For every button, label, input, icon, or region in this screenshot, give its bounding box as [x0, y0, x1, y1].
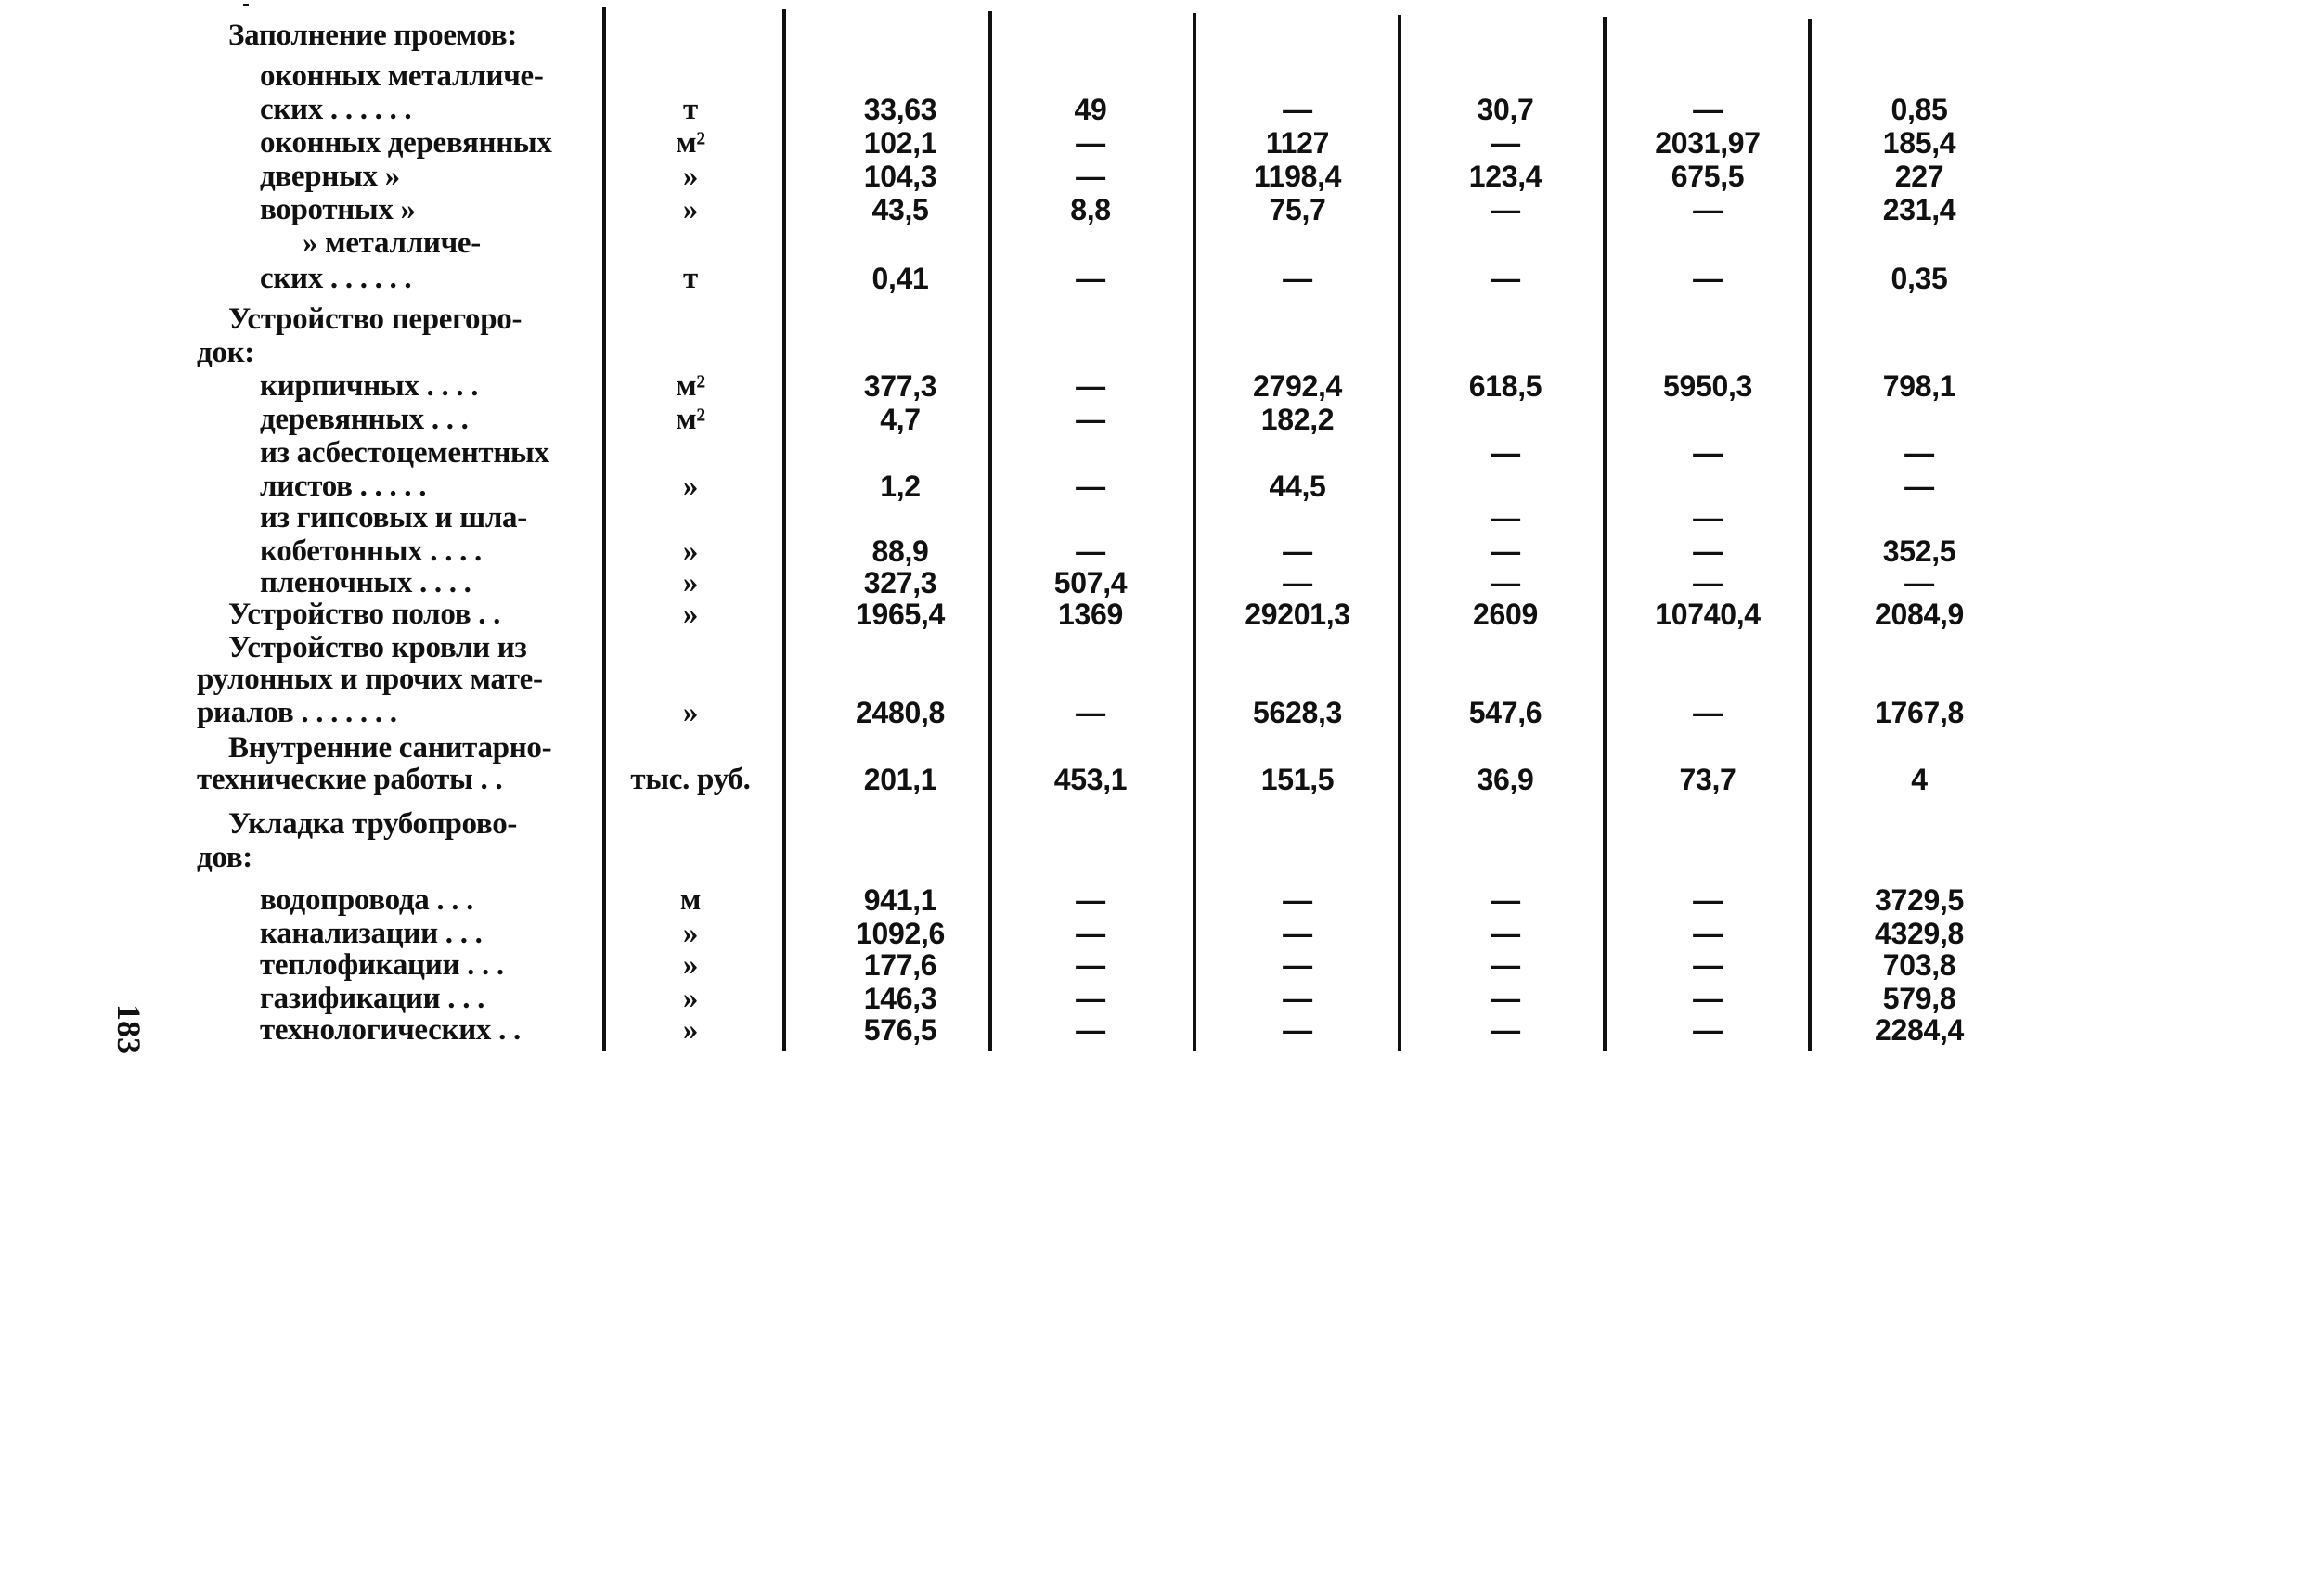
cell-value: — — [1693, 501, 1723, 534]
row-label: из асбестоцементных — [260, 436, 549, 470]
cell-value: — — [1283, 1013, 1312, 1047]
cell-value: 36,9 — [1477, 763, 1534, 796]
cell-value: 507,4 — [1053, 566, 1128, 599]
row-label: из гипсовых и шла- — [260, 501, 527, 534]
cell-value: 798,1 — [1882, 369, 1956, 403]
cell-value: 2031,97 — [1655, 126, 1761, 160]
row-label: дов: — [197, 841, 252, 874]
row-unit: » — [682, 566, 699, 599]
row-label: листов . . . . . — [260, 470, 427, 503]
cell-value: 2609 — [1473, 598, 1538, 631]
row-unit: м² — [676, 369, 705, 403]
row-unit: » — [682, 1013, 699, 1047]
cell-value: 151,5 — [1260, 763, 1335, 796]
row-label: ских . . . . . . — [260, 93, 412, 126]
cell-value: 201,1 — [863, 763, 937, 796]
cell-value: 1198,4 — [1253, 160, 1342, 193]
cell-value: 30,7 — [1477, 93, 1534, 126]
cell-value: — — [1283, 883, 1312, 917]
cell-value: 453,1 — [1053, 763, 1128, 796]
cell-value: — — [1076, 948, 1105, 982]
cell-value: — — [1076, 982, 1105, 1015]
cell-value: — — [1491, 566, 1520, 599]
cell-value: 104,3 — [863, 160, 937, 193]
cell-value: 4329,8 — [1874, 917, 1965, 950]
row-label: пленочных . . . . — [260, 566, 471, 599]
cell-value: 1767,8 — [1874, 696, 1965, 729]
column-rule — [1193, 13, 1196, 1051]
cell-value: — — [1693, 696, 1723, 729]
row-label: оконных деревянных — [260, 126, 552, 160]
cell-value: — — [1076, 262, 1105, 295]
row-label: водопровода . . . — [260, 883, 474, 917]
row-label: канализации . . . — [260, 917, 483, 950]
cell-value: 1369 — [1058, 598, 1123, 631]
cell-value: 3729,5 — [1874, 883, 1965, 917]
row-unit: » — [682, 948, 699, 982]
row-label: Внутренние санитарно- — [228, 731, 552, 765]
cell-value: 102,1 — [863, 126, 937, 160]
cell-value: — — [1283, 262, 1312, 295]
cell-value: 88,9 — [871, 534, 929, 568]
cell-value: — — [1491, 948, 1520, 982]
cell-value: 0,85 — [1891, 93, 1948, 126]
cell-value: 73,7 — [1679, 763, 1736, 796]
cell-value: 227 — [1894, 160, 1944, 193]
row-unit: тыс. руб. — [630, 763, 751, 796]
cell-value: 49 — [1074, 93, 1107, 126]
column-rule — [602, 7, 606, 1051]
column-rule — [1398, 15, 1401, 1051]
cell-value: — — [1076, 126, 1105, 160]
cell-value: — — [1693, 948, 1723, 982]
cell-value: 1965,4 — [855, 598, 946, 631]
cell-value: 4 — [1911, 763, 1928, 796]
cell-value: 2084,9 — [1874, 598, 1965, 631]
cell-value: — — [1076, 470, 1105, 503]
cell-value: 182,2 — [1260, 403, 1335, 436]
row-label: » металличе- — [303, 226, 481, 260]
row-unit: » — [682, 982, 699, 1015]
cell-value: 547,6 — [1468, 696, 1542, 729]
cell-value: — — [1283, 917, 1312, 950]
row-label: кирпичных . . . . — [260, 369, 479, 403]
cell-value: 185,4 — [1882, 126, 1956, 160]
cell-value: 576,5 — [863, 1013, 937, 1047]
row-unit: » — [682, 598, 699, 631]
cell-value: — — [1283, 948, 1312, 982]
row-label: док: — [197, 336, 254, 369]
cell-value: — — [1491, 534, 1520, 568]
cell-value: 618,5 — [1468, 369, 1542, 403]
cell-value: — — [1491, 126, 1520, 160]
cell-value: 4,7 — [880, 403, 921, 436]
row-label: риалов . . . . . . . — [197, 696, 397, 729]
row-unit: » — [682, 160, 699, 193]
cell-value: — — [1076, 369, 1105, 403]
row-label: Устройство перегоро- — [228, 302, 523, 336]
row-label: Укладка трубопрово- — [228, 807, 518, 841]
cell-value: 43,5 — [871, 193, 929, 226]
row-label: Заполнение проемов: — [228, 19, 518, 52]
cell-value: — — [1491, 917, 1520, 950]
row-label: деревянных . . . — [260, 403, 469, 436]
cell-value: — — [1904, 566, 1934, 599]
cell-value: 0,35 — [1891, 262, 1948, 295]
cell-value: 231,4 — [1882, 193, 1956, 226]
row-unit: м² — [676, 403, 705, 436]
cell-value: 352,5 — [1882, 534, 1956, 568]
cell-value: — — [1076, 403, 1105, 436]
row-unit: т — [683, 262, 698, 295]
row-label: рулонных и прочих мате- — [197, 663, 543, 696]
cell-value: — — [1491, 501, 1520, 534]
row-unit: » — [682, 470, 699, 503]
cell-value: — — [1491, 982, 1520, 1015]
cell-value: — — [1693, 93, 1723, 126]
column-rule — [1808, 19, 1812, 1051]
cell-value: 10740,4 — [1655, 598, 1761, 631]
row-label: Устройство полов . . — [228, 598, 501, 631]
row-unit: м — [679, 883, 702, 917]
cell-value: 123,4 — [1468, 160, 1542, 193]
cell-value: 377,3 — [863, 369, 937, 403]
row-unit: » — [682, 917, 699, 950]
row-label: кобетонных . . . . — [260, 534, 482, 568]
cell-value: 29201,3 — [1245, 598, 1350, 631]
cell-value: — — [1491, 883, 1520, 917]
cell-value: — — [1491, 262, 1520, 295]
cell-value: — — [1076, 1013, 1105, 1047]
cell-value: 33,63 — [863, 93, 937, 126]
cell-value: — — [1076, 883, 1105, 917]
cell-value: 2480,8 — [855, 696, 946, 729]
cell-value: 8,8 — [1070, 193, 1111, 226]
cell-value: — — [1693, 982, 1723, 1015]
cell-value: — — [1283, 982, 1312, 1015]
cell-value: 1,2 — [880, 470, 921, 503]
row-unit: м² — [676, 126, 705, 160]
cell-value: — — [1904, 470, 1934, 503]
cell-value: 177,6 — [863, 948, 937, 982]
cell-value: — — [1491, 1013, 1520, 1047]
cell-value: 579,8 — [1882, 982, 1956, 1015]
row-unit: » — [682, 696, 699, 729]
cell-value: — — [1693, 1013, 1723, 1047]
cell-value: 5950,3 — [1662, 369, 1753, 403]
row-label: технологических . . — [260, 1013, 521, 1047]
row-unit: » — [682, 534, 699, 568]
cell-value: — — [1076, 534, 1105, 568]
cell-value: — — [1283, 93, 1312, 126]
cell-value: — — [1693, 917, 1723, 950]
column-rule — [1603, 17, 1607, 1051]
cell-value: — — [1693, 193, 1723, 226]
cell-value: 44,5 — [1269, 470, 1326, 503]
row-label: технические работы . . — [197, 763, 503, 796]
cell-value: — — [1693, 566, 1723, 599]
cell-value: 1127 — [1265, 126, 1330, 160]
cell-value: — — [1283, 566, 1312, 599]
cell-value: — — [1283, 534, 1312, 568]
cell-value: 327,3 — [863, 566, 937, 599]
row-label: дверных » — [260, 160, 400, 193]
cell-value: — — [1904, 436, 1934, 470]
cell-value: — — [1491, 436, 1520, 470]
cell-value: 146,3 — [863, 982, 937, 1015]
cell-value: — — [1693, 262, 1723, 295]
cell-value: — — [1076, 160, 1105, 193]
cell-value: 0,41 — [871, 262, 929, 295]
row-label: газификации . . . — [260, 982, 485, 1015]
cell-value: — — [1076, 917, 1105, 950]
row-label: оконных металличе- — [260, 59, 544, 93]
column-rule — [988, 11, 992, 1051]
row-label: воротных » — [260, 193, 416, 226]
row-label: теплофикации . . . — [260, 948, 504, 982]
row-label: ских . . . . . . — [260, 262, 412, 295]
row-label: Устройство кровли из — [228, 631, 527, 664]
cell-value: 2792,4 — [1252, 369, 1343, 403]
cell-value: 1092,6 — [855, 917, 946, 950]
column-rule — [782, 9, 786, 1051]
cell-value: — — [1491, 193, 1520, 226]
cell-value: 941,1 — [863, 883, 937, 917]
cell-value: — — [1693, 436, 1723, 470]
row-unit: т — [683, 93, 698, 126]
cell-value: 703,8 — [1882, 948, 1956, 982]
cell-value: — — [1693, 883, 1723, 917]
top-mark — [243, 4, 249, 6]
cell-value: 5628,3 — [1252, 696, 1343, 729]
cell-value: 675,5 — [1671, 160, 1745, 193]
page-number: 183 — [110, 1004, 148, 1054]
cell-value: 75,7 — [1269, 193, 1326, 226]
row-unit: » — [682, 193, 699, 226]
cell-value: 2284,4 — [1874, 1013, 1965, 1047]
cell-value: — — [1076, 696, 1105, 729]
cell-value: — — [1693, 534, 1723, 568]
